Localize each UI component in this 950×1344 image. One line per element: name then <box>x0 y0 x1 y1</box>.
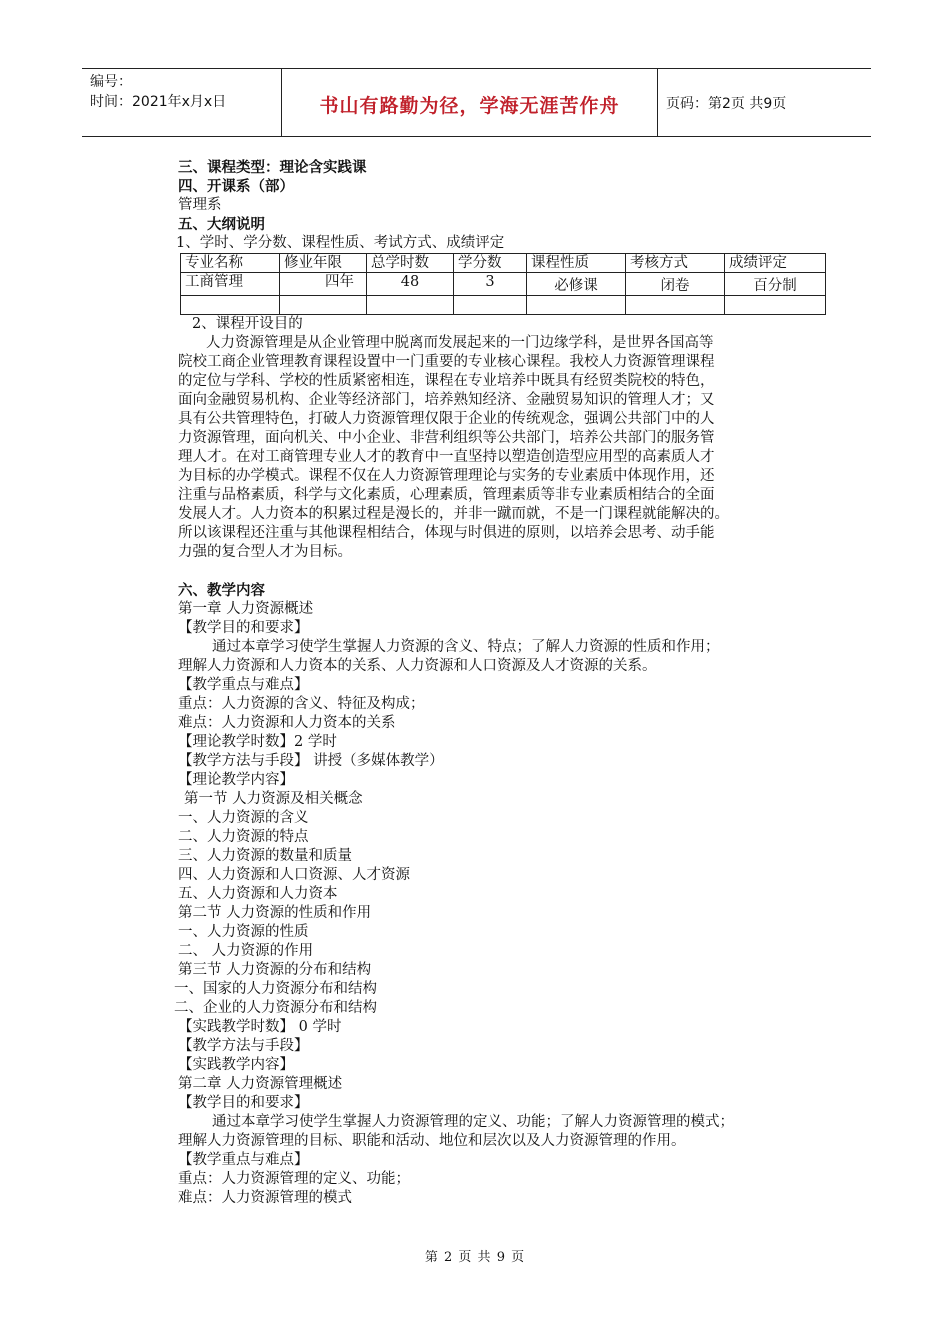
key-point: 重点：人力资源的含义、特征及构成； <box>178 696 425 712</box>
goal-label: 【教学目的和要求】 <box>178 620 309 636</box>
difficulty-point: 难点：人力资源管理的模式 <box>178 1190 352 1206</box>
list-item: 三、人力资源的数量和质量 <box>178 848 352 864</box>
purpose-line: 所以该课程还注重与其他课程相结合，体现与时俱进的原则，以培养会思考、动手能 <box>178 525 715 541</box>
document-number: 编号： <box>90 74 132 90</box>
table-cell: 百分制 <box>725 273 826 296</box>
key-point: 重点：人力资源管理的定义、功能； <box>178 1171 410 1187</box>
list-item: 一、人力资源的性质 <box>178 924 309 940</box>
section-title: 第一节 人力资源及相关概念 <box>184 791 363 807</box>
purpose-line: 人力资源管理是从企业管理中脱离而发展起来的一门边缘学科，是世界各国高等 <box>206 335 714 351</box>
purpose-line: 力资源管理，面向机关、中小企业、非营利组织等公共部门，培养公共部门的服务管 <box>178 430 715 446</box>
practice-method: 【教学方法与手段】 <box>178 1038 309 1054</box>
chapter-title: 第一章 人力资源概述 <box>178 601 314 617</box>
goal-label: 【教学目的和要求】 <box>178 1095 309 1111</box>
outline-subheading: 1、学时、学分数、课程性质、考试方式、成绩评定 <box>176 235 505 251</box>
table-cell: 必修课 <box>527 273 626 296</box>
header-divider <box>657 69 658 136</box>
purpose-line: 的定位与学科、学校的性质紧密相连，课程在专业培养中既具有经贸类院校的特色， <box>178 373 715 389</box>
practice-hours: 【实践教学时数】 0 学时 <box>178 1019 342 1035</box>
table-row-empty <box>181 296 826 315</box>
header-page-info: 页码：第2页 共9页 <box>666 96 787 112</box>
outline-heading: 五、大纲说明 <box>178 216 265 233</box>
chapter-title: 第二章 人力资源管理概述 <box>178 1076 343 1092</box>
goal-line: 通过本章学习使学生掌握人力资源管理的定义、功能；了解人力资源管理的模式； <box>212 1114 734 1130</box>
table-header-cell: 专业名称 <box>181 254 280 273</box>
list-item: 五、人力资源和人力资本 <box>178 886 338 902</box>
list-item: 二、企业的人力资源分布和结构 <box>174 1000 377 1016</box>
purpose-line: 面向金融贸易机构、企业等经济部门，培养熟知经济、金融贸易知识的管理人才；又 <box>178 392 715 408</box>
list-item: 二、人力资源的特点 <box>178 829 309 845</box>
table-cell: 48 <box>367 273 454 296</box>
document-date: 时间：2021年x月x日 <box>90 94 227 110</box>
course-type-heading: 三、课程类型：理论含实践课 <box>178 159 367 176</box>
purpose-line: 理人才。在对工商管理专业人才的教育中一直坚持以塑造创造型应用型的高素质人才 <box>178 449 715 465</box>
table-header-cell: 考核方式 <box>626 254 725 273</box>
table-header-cell: 修业年限 <box>280 254 367 273</box>
table-cell: 3 <box>454 273 527 296</box>
section-title: 第二节 人力资源的性质和作用 <box>178 905 372 921</box>
header-meta <box>90 72 226 112</box>
purpose-line: 院校工商企业管理教育课程设置中一门重要的专业核心课程。我校人力资源管理课程 <box>178 354 715 370</box>
theory-hours: 【理论教学时数】2 学时 <box>178 734 337 750</box>
list-item: 一、国家的人力资源分布和结构 <box>174 981 377 997</box>
page-footer: 第 2 页 共 9 页 <box>424 1250 526 1265</box>
key-label: 【教学重点与难点】 <box>178 1152 309 1168</box>
list-item: 一、人力资源的含义 <box>178 810 309 826</box>
purpose-line: 为目标的办学模式。课程不仅在人力资源管理理论与实务的专业素质中体现作用，还 <box>178 468 715 484</box>
purpose-paragraph <box>178 334 818 562</box>
goal-line: 理解人力资源管理的目标、职能和活动、地位和层次以及人力资源管理的作用。 <box>178 1133 686 1149</box>
table-header-row <box>181 254 826 273</box>
teaching-method: 【教学方法与手段】 讲授（多媒体教学） <box>178 753 444 769</box>
header-motto: 书山有路勤为径，学海无涯苦作舟 <box>319 95 620 117</box>
purpose-line: 注重与品格素质，科学与文化素质，心理素质，管理素质等非专业素质相结合的全面 <box>178 487 715 503</box>
table-row <box>181 273 826 296</box>
goal-line: 理解人力资源和人力资本的关系、人力资源和人口资源及人才资源的关系。 <box>178 658 657 674</box>
purpose-heading: 2、课程开设目的 <box>192 316 303 332</box>
section-title: 第三节 人力资源的分布和结构 <box>178 962 372 978</box>
list-item: 四、人力资源和人口资源、人才资源 <box>178 867 410 883</box>
table-header-cell: 课程性质 <box>527 254 626 273</box>
table-cell: 四年 <box>280 273 367 296</box>
list-item: 二、 人力资源的作用 <box>178 943 314 959</box>
table-cell: 闭卷 <box>626 273 725 296</box>
department-heading: 四、开课系（部） <box>178 178 294 195</box>
table-header-cell: 成绩评定 <box>725 254 826 273</box>
purpose-line: 发展人才。人力资本的积累过程是漫长的，并非一蹴而就，不是一门课程就能解决的。 <box>178 506 729 522</box>
document-header <box>82 68 871 137</box>
department-value: 管理系 <box>178 197 222 213</box>
purpose-line: 具有公共管理特色，打破人力资源管理仅限于企业的传统观念，强调公共部门中的人 <box>178 411 715 427</box>
difficulty-point: 难点：人力资源和人力资本的关系 <box>178 715 396 731</box>
teaching-content-heading: 六、教学内容 <box>178 582 265 599</box>
goal-line: 通过本章学习使学生掌握人力资源的含义、特点；了解人力资源的性质和作用； <box>212 639 720 655</box>
course-info-table <box>180 253 826 315</box>
document-body <box>174 158 818 1208</box>
theory-content-label: 【理论教学内容】 <box>178 772 294 788</box>
key-label: 【教学重点与难点】 <box>178 677 309 693</box>
table-header-cell: 总学时数 <box>367 254 454 273</box>
table-cell: 工商管理 <box>181 273 280 296</box>
purpose-line: 力强的复合型人才为目标。 <box>178 544 352 560</box>
practice-content-label: 【实践教学内容】 <box>178 1057 294 1073</box>
table-header-cell: 学分数 <box>454 254 527 273</box>
